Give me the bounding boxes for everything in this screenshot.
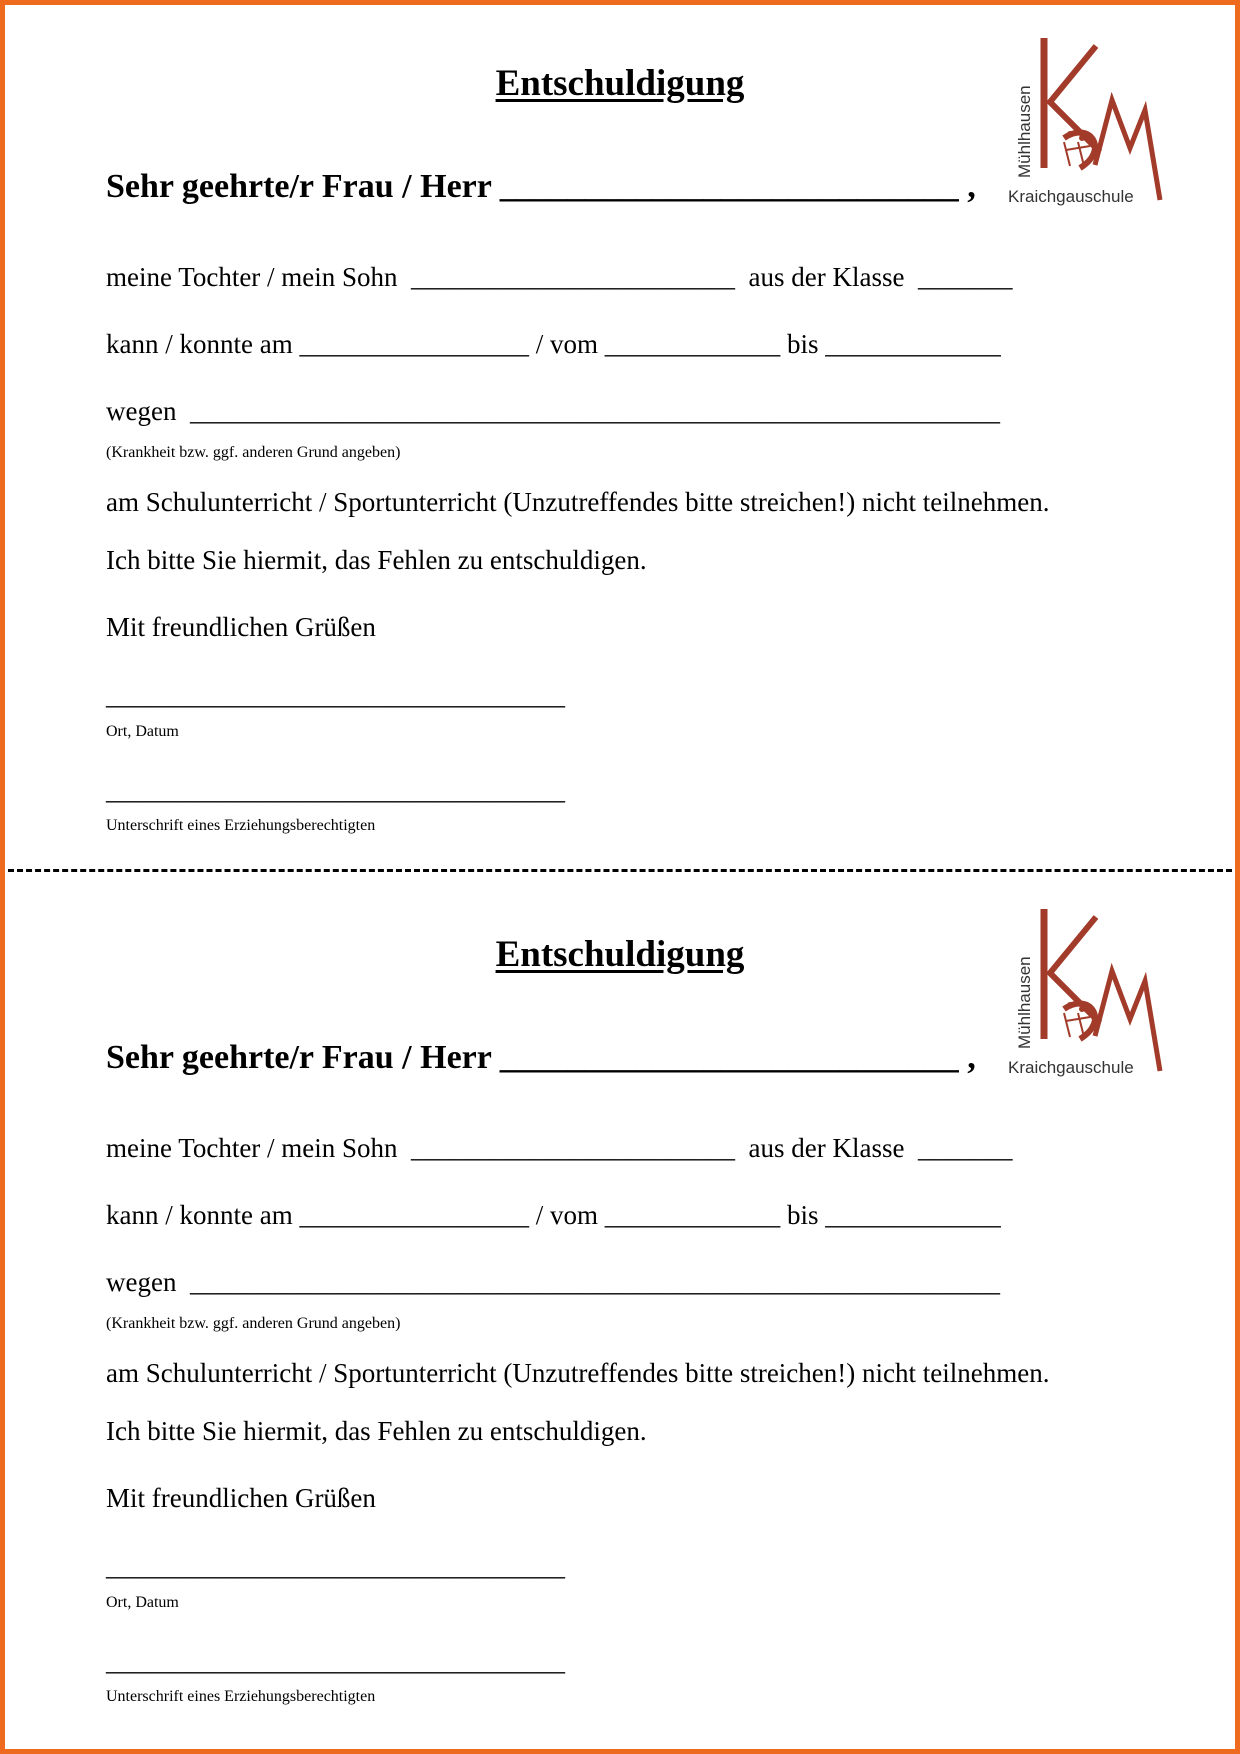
logo-school-name: Kraichgauschule	[1008, 187, 1134, 206]
excuse-form-top	[0, 0, 1240, 870]
excuse-form-bottom	[0, 871, 1240, 1741]
signature-label: Unterschrift eines Erziehungsberechtigten	[106, 817, 376, 834]
request-text: Ich bitte Sie hiermit, das Fehlen zu entschuldigen.	[106, 545, 647, 575]
school-logo	[1000, 30, 1180, 210]
absence-text: am Schulunterricht / Sportunterricht (Unzutreffendes bitte streichen!) nicht teilnehmen.	[106, 487, 1050, 517]
place-date-field[interactable]: __________________________________	[106, 1551, 565, 1581]
closing-text: Mit freundlichen Grüßen	[106, 612, 376, 642]
absence-text: am Schulunterricht / Sportunterricht (Unzutreffendes bitte streichen!) nicht teilnehmen.	[106, 1358, 1050, 1388]
logo-vertical-text: Mühlhausen	[1015, 85, 1034, 178]
form-title: Entschuldigung	[495, 934, 745, 975]
greeting-line[interactable]: Sehr geehrte/r Frau / Herr ___________________________ ,	[106, 168, 976, 205]
child-class-line[interactable]: meine Tochter / mein Sohn ________________________ aus der Klasse _______	[106, 1133, 1013, 1163]
place-date-field[interactable]: __________________________________	[106, 680, 565, 710]
request-text: Ich bitte Sie hiermit, das Fehlen zu entschuldigen.	[106, 1416, 647, 1446]
logo-vertical-text: Mühlhausen	[1015, 956, 1034, 1049]
school-logo	[1000, 901, 1180, 1081]
greeting-line[interactable]: Sehr geehrte/r Frau / Herr ___________________________ ,	[106, 1039, 976, 1076]
child-class-line[interactable]: meine Tochter / mein Sohn ________________________ aus der Klasse _______	[106, 262, 1013, 292]
reason-line[interactable]: wegen ____________________________________________________________	[106, 1267, 1000, 1297]
reason-hint: (Krankheit bzw. ggf. anderen Grund angeben)	[106, 1315, 401, 1332]
reason-line[interactable]: wegen ____________________________________________________________	[106, 396, 1000, 426]
signature-label: Unterschrift eines Erziehungsberechtigten	[106, 1688, 376, 1705]
date-range-line[interactable]: kann / konnte am _________________ / vom _____________ bis _____________	[106, 1200, 1001, 1230]
signature-field[interactable]: __________________________________	[106, 775, 565, 805]
closing-text: Mit freundlichen Grüßen	[106, 1483, 376, 1513]
date-range-line[interactable]: kann / konnte am _________________ / vom _____________ bis _____________	[106, 329, 1001, 359]
form-title: Entschuldigung	[495, 63, 745, 104]
place-date-label: Ort, Datum	[106, 723, 179, 740]
logo-school-name: Kraichgauschule	[1008, 1058, 1134, 1077]
signature-field[interactable]: __________________________________	[106, 1646, 565, 1676]
place-date-label: Ort, Datum	[106, 1594, 179, 1611]
reason-hint: (Krankheit bzw. ggf. anderen Grund angeben)	[106, 444, 401, 461]
